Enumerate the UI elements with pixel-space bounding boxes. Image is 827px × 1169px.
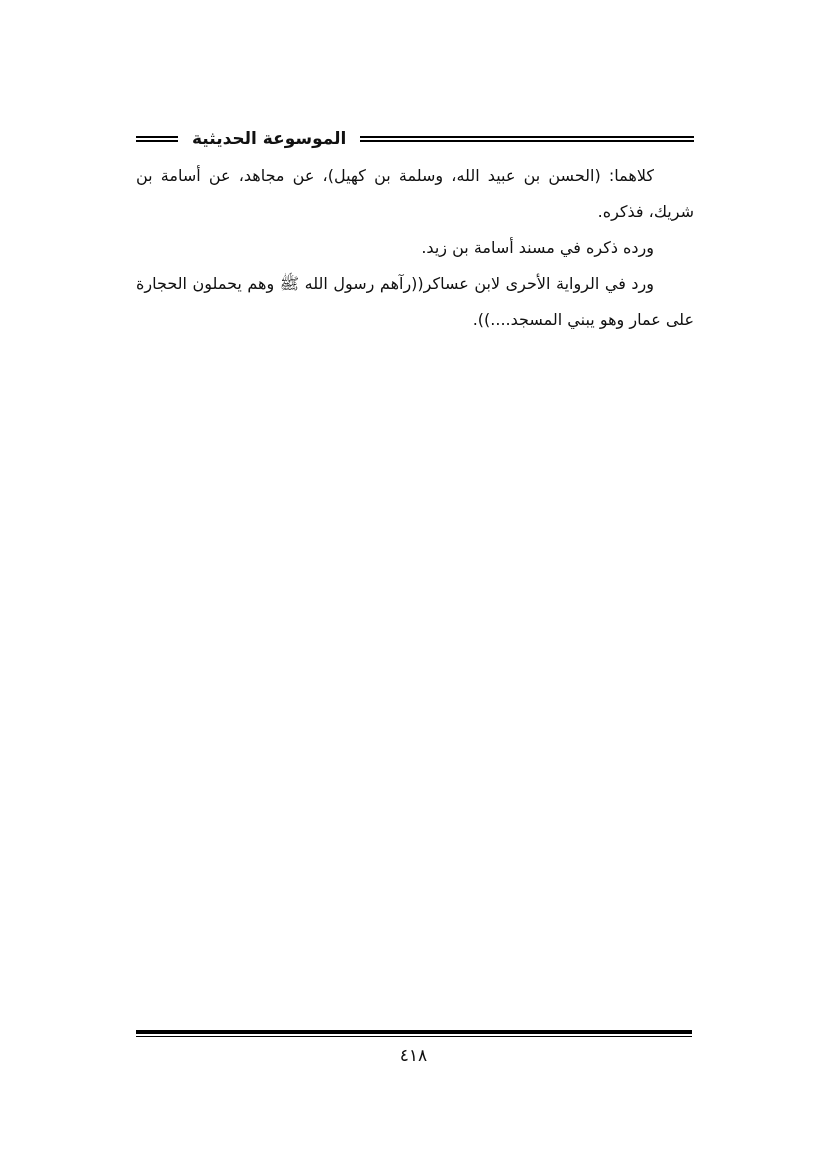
body-text (136, 158, 694, 338)
header-title: الموسوعة الحديثية (192, 128, 347, 149)
header-rule-left (136, 136, 178, 142)
paragraph-3: ورد في الرواية الأحرى لابن عساكر((رآهم رسول الله ﷺ وهم يحملون الحجارة على عمار وهو يبني المسجد....)). (136, 274, 694, 329)
header-rule-right (360, 136, 694, 142)
paragraph-2: ورده ذكره في مسند أسامة بن زيد. (421, 238, 654, 257)
page-number: ٤١٨ (399, 1046, 428, 1066)
footer-rule (136, 1030, 692, 1037)
running-header (136, 126, 694, 152)
paragraph-1: كلاهما: (الحسن بن عبيد الله، وسلمة بن كهيل)، عن مجاهد، عن أسامة بن شريك، فذكره. (136, 166, 694, 221)
